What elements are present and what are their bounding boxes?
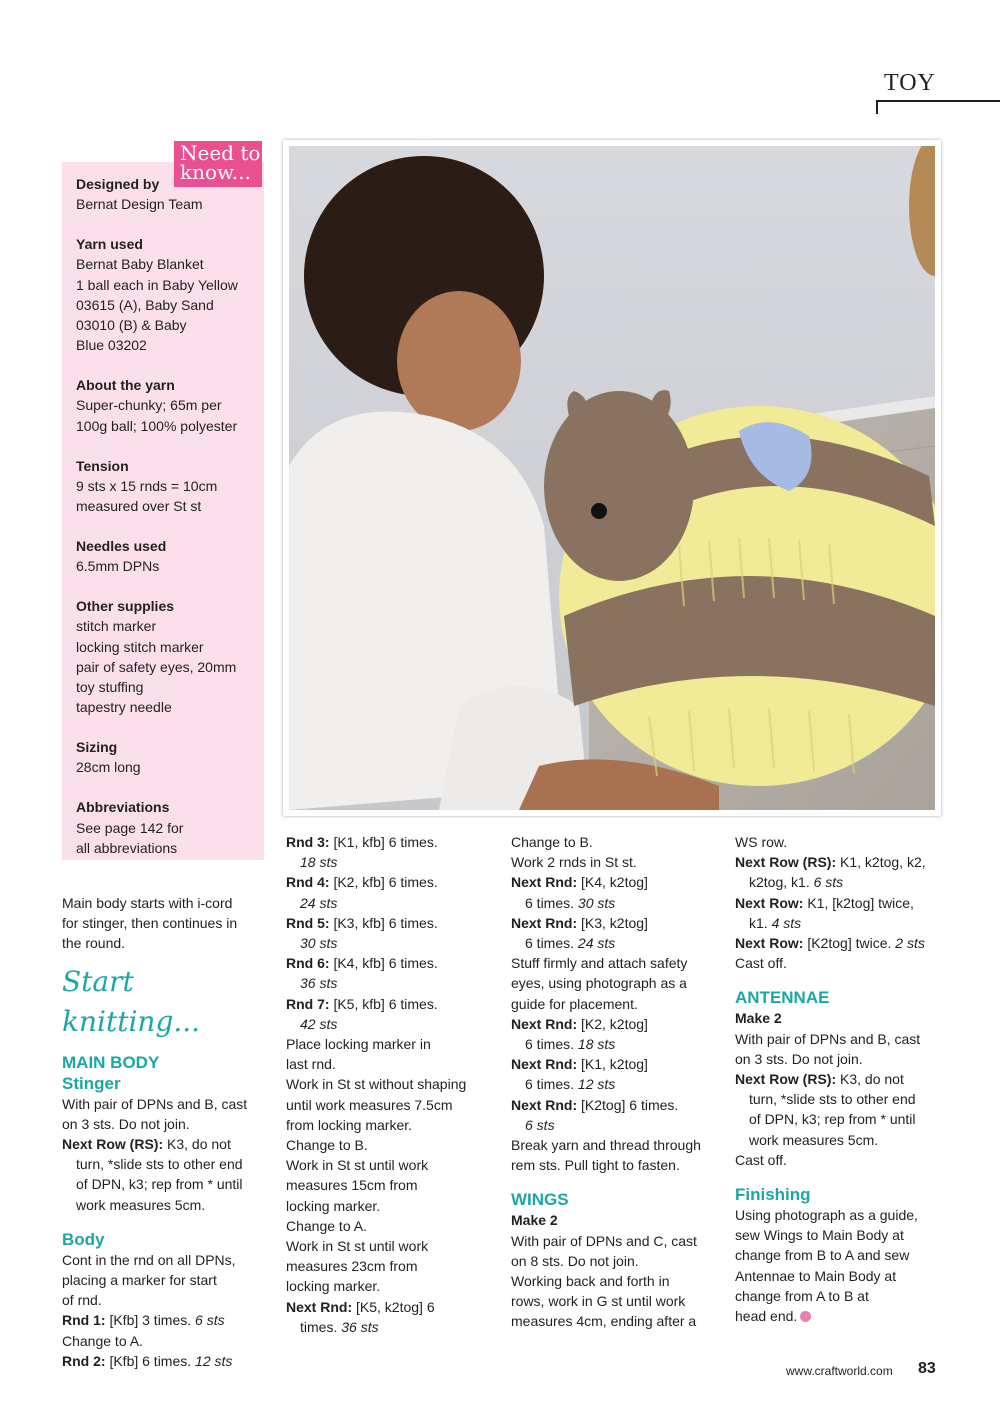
- instruction-text: times.: [300, 1318, 342, 1335]
- text-line: rows, work in G st until work: [511, 1293, 686, 1310]
- text-line: Work in St st until work: [286, 1238, 429, 1255]
- instruction-text: [K2, k2tog]: [577, 1015, 648, 1032]
- instruction-label: Next Row:: [735, 894, 804, 911]
- body-heading: Body: [62, 1229, 105, 1249]
- instruction-text: k1.: [749, 914, 772, 931]
- instruction-line: [62, 1351, 262, 1371]
- text-line: With pair of DPNs and C, cast: [511, 1232, 697, 1249]
- instruction-text: [K2tog] twice.: [803, 935, 896, 952]
- text-line: WS row.: [735, 834, 788, 850]
- text-line: rem sts. Pull tight to fasten.: [511, 1157, 680, 1174]
- instruction-label: Rnd 5:: [286, 914, 330, 931]
- stitch-count: 30 sts: [577, 894, 616, 911]
- instruction-text: [K1, k2tog]: [577, 1056, 648, 1073]
- text-line: With pair of DPNs and B, cast: [62, 1095, 248, 1112]
- text-line: of DPN, k3; rep from * until: [76, 1176, 243, 1193]
- stitch-count: 36 sts: [341, 1318, 379, 1335]
- sidebar-item-line: measured over St st: [76, 498, 202, 515]
- instruction-text: K1, k2tog, k2,: [836, 854, 926, 871]
- text-line: on 8 sts. Do not join.: [511, 1252, 639, 1269]
- sidebar-item-supplies: [76, 596, 262, 717]
- instruction-text: [K2tog] 6 times.: [577, 1096, 679, 1113]
- instruction-label: Next Rnd:: [286, 1298, 353, 1315]
- stitch-count: 12 sts: [195, 1352, 233, 1369]
- stitch-count: 6 sts: [525, 1116, 555, 1133]
- sidebar-item-tension: [76, 456, 262, 517]
- sidebar-item-about-yarn: [76, 375, 262, 436]
- sidebar-item-sizing: [76, 737, 262, 777]
- stitch-count: 6 sts: [813, 874, 844, 891]
- intro-line: for stinger, then continues in: [62, 915, 238, 932]
- text-line: sew Wings to Main Body at: [735, 1227, 904, 1244]
- instruction-label: Rnd 1:: [62, 1312, 106, 1329]
- column-4: [735, 832, 935, 1326]
- text-line: work measures 5cm.: [76, 1196, 206, 1213]
- instruction-text: [K1, kfb] 6 times.: [329, 834, 438, 850]
- text-line: work measures 5cm.: [749, 1131, 879, 1148]
- text-line: eyes, using photograph as a: [511, 975, 687, 992]
- text-line: With pair of DPNs and B, cast: [735, 1030, 921, 1047]
- text-line: Change to B.: [511, 834, 593, 850]
- column-2: [286, 832, 486, 1337]
- stitch-count: 36 sts: [300, 975, 338, 992]
- text-line: measures 15cm from: [286, 1177, 418, 1194]
- sidebar-item-line: Blue 03202: [76, 337, 147, 354]
- text-line: Change to A.: [62, 1332, 143, 1349]
- text-line: measures 4cm, ending after a: [511, 1313, 697, 1330]
- stitch-count: 2 sts: [895, 935, 925, 952]
- instruction-label: Next Rnd:: [511, 1015, 578, 1032]
- footer-url: www.craftworld.com: [786, 1364, 893, 1378]
- text-line: Work in St st until work: [286, 1157, 429, 1174]
- make-count: Make 2: [735, 1010, 782, 1027]
- text-line: until work measures 7.5cm: [286, 1096, 453, 1113]
- instruction-text: K1, [k2tog] twice,: [803, 894, 914, 911]
- text-line: last rnd.: [286, 1056, 336, 1073]
- sidebar-item-line: 1 ball each in Baby Yellow: [76, 276, 238, 293]
- text-line: Change to B.: [286, 1137, 368, 1154]
- text-line: Place locking marker in: [286, 1036, 431, 1053]
- sidebar-item-line: locking stitch marker: [76, 638, 204, 655]
- section-tag: [876, 70, 1000, 104]
- text-line: from locking marker.: [286, 1116, 413, 1133]
- instruction-text: 6 times.: [525, 894, 578, 911]
- sidebar-item-title: Abbreviations: [76, 799, 170, 816]
- sidebar-item-title: Designed by: [76, 176, 160, 192]
- finishing-heading: Finishing: [735, 1185, 811, 1205]
- sidebar-item-line: 6.5mm DPNs: [76, 558, 160, 575]
- intro-line: Main body starts with i-cord: [62, 895, 233, 911]
- instruction-line: [62, 1134, 262, 1154]
- instruction-text: k2tog, k1.: [749, 874, 814, 891]
- sidebar-item-title: Needles used: [76, 538, 167, 555]
- sidebar-item-designer: [76, 174, 262, 214]
- text-line: Cont in the rnd on all DPNs,: [62, 1251, 236, 1268]
- instruction-text: 6 times.: [525, 1076, 578, 1093]
- start-knitting-heading: Start knitting...: [62, 964, 201, 1038]
- stitch-count: 24 sts: [577, 935, 616, 952]
- text-line: turn, *slide sts to other end: [749, 1091, 916, 1108]
- text-line: of rnd.: [62, 1292, 102, 1309]
- stitch-count: 24 sts: [300, 894, 338, 911]
- instruction-text: [K5, kfb] 6 times.: [329, 995, 438, 1012]
- stitch-count: 30 sts: [300, 935, 338, 952]
- instruction-label: Rnd 7:: [286, 995, 330, 1012]
- sidebar-item-line: Bernat Baby Blanket: [76, 256, 204, 273]
- face: [397, 291, 521, 431]
- text-line: placing a marker for start: [62, 1272, 217, 1289]
- column-3: [511, 832, 711, 1332]
- antennae-heading: ANTENNAE: [735, 988, 830, 1008]
- text-line: on 3 sts. Do not join.: [735, 1050, 863, 1067]
- sidebar-item-line: 100g ball; 100% polyester: [76, 417, 238, 434]
- hero-photo: [283, 140, 941, 816]
- sidebar-item-needles: [76, 536, 262, 576]
- sidebar-item-line: 28cm long: [76, 759, 141, 776]
- text-line: Working back and forth in: [511, 1273, 670, 1290]
- instruction-label: Next Rnd:: [511, 914, 578, 931]
- text-line: change from B to A and sew: [735, 1247, 910, 1264]
- instruction-text: K3, do not: [163, 1136, 231, 1153]
- sidebar-item-abbreviations: [76, 797, 262, 858]
- safety-eye: [591, 503, 607, 519]
- sidebar-item-line: 03615 (A), Baby Sand: [76, 296, 214, 313]
- text-line: on 3 sts. Do not join.: [62, 1115, 190, 1132]
- instruction-label: Next Row (RS):: [62, 1136, 164, 1153]
- sidebar-item-line: Bernat Design Team: [76, 196, 203, 213]
- instruction-text: [K2, kfb] 6 times.: [329, 874, 438, 891]
- text-line: Cast off.: [735, 955, 787, 972]
- text-line: Break yarn and thread through: [511, 1137, 701, 1154]
- instruction-label: Rnd 4:: [286, 874, 330, 891]
- text-line: change from A to B at: [735, 1287, 869, 1304]
- sidebar-item-line: 9 sts x 15 rnds = 10cm: [76, 477, 218, 494]
- sidebar-item-line: stitch marker: [76, 618, 157, 635]
- sidebar-item-line: 03010 (B) & Baby: [76, 317, 187, 334]
- instruction-line: [62, 1310, 262, 1330]
- sidebar-item-line: tapestry needle: [76, 699, 172, 716]
- sidebar-item-line: all abbreviations: [76, 839, 178, 856]
- text-line: Work in St st without shaping: [286, 1076, 467, 1093]
- instruction-text: [K3, k2tog]: [577, 914, 648, 931]
- yarn-ball-end-icon: [800, 1311, 811, 1322]
- instruction-label: Next Rnd:: [511, 1056, 578, 1073]
- instruction-label: Next Rnd:: [511, 874, 578, 891]
- instruction-label: Next Rnd:: [511, 1096, 578, 1113]
- make-count: Make 2: [511, 1212, 558, 1229]
- instruction-text: [Kfb] 6 times.: [105, 1352, 196, 1369]
- main-body-heading: MAIN BODY: [62, 1052, 160, 1072]
- need-to-know-badge: Need to know...: [174, 141, 262, 187]
- bee-head: [544, 391, 694, 581]
- page-number: 83: [918, 1360, 936, 1377]
- text-line: of DPN, k3; rep from * until: [749, 1111, 916, 1128]
- section-tag-label: TOY: [884, 70, 936, 96]
- instruction-text: 6 times.: [525, 1036, 578, 1053]
- instruction-text: [Kfb] 3 times.: [105, 1312, 196, 1329]
- instruction-label: Rnd 6:: [286, 955, 330, 972]
- instruction-label: Rnd 2:: [62, 1352, 106, 1369]
- sidebar-item-line: pair of safety eyes, 20mm: [76, 658, 237, 675]
- text-line: Cast off.: [735, 1151, 787, 1168]
- instruction-label: Next Row:: [735, 935, 804, 952]
- stitch-count: 12 sts: [577, 1076, 616, 1093]
- intro-line: the round.: [62, 935, 126, 952]
- sidebar-item-title: Sizing: [76, 739, 118, 756]
- text-line: head end.: [735, 1308, 798, 1325]
- text-line: Antennae to Main Body at: [735, 1267, 897, 1284]
- sidebar-item-yarn: [76, 234, 262, 355]
- stitch-count: 18 sts: [300, 854, 338, 871]
- instruction-text: [K3, kfb] 6 times.: [329, 914, 438, 931]
- text-line: guide for placement.: [511, 995, 638, 1012]
- text-line: Work 2 rnds in St st.: [511, 854, 637, 871]
- text-line: Stuff firmly and attach safety: [511, 955, 688, 972]
- section-tag-rule: [876, 100, 1000, 102]
- text-line: measures 23cm from: [286, 1258, 418, 1275]
- instruction-text: [K4, kfb] 6 times.: [329, 955, 438, 972]
- stinger-heading: Stinger: [62, 1073, 121, 1093]
- text-line: locking marker.: [286, 1278, 381, 1295]
- sidebar-item-line: toy stuffing: [76, 679, 144, 696]
- sidebar-item-line: Super-chunky; 65m per: [76, 397, 222, 414]
- instruction-text: 6 times.: [525, 935, 578, 952]
- stitch-count: 4 sts: [771, 914, 802, 931]
- text-line: turn, *slide sts to other end: [76, 1156, 243, 1173]
- sidebar-item-title: Other supplies: [76, 598, 175, 615]
- stitch-count: 18 sts: [577, 1036, 616, 1053]
- sidebar-item-title: Tension: [76, 457, 129, 474]
- instruction-text: [K4, k2tog]: [577, 874, 648, 891]
- instruction-label: Rnd 3:: [286, 834, 330, 850]
- text-line: Using photograph as a guide,: [735, 1207, 918, 1224]
- section-tag-rule-tick: [876, 100, 878, 114]
- sidebar-item-line: See page 142 for: [76, 819, 184, 836]
- instruction-text: [K5, k2tog] 6: [352, 1298, 435, 1315]
- wings-heading: WINGS: [511, 1190, 569, 1210]
- instruction-text: K3, do not: [836, 1071, 904, 1088]
- column-1: [62, 893, 262, 1371]
- stitch-count: 6 sts: [195, 1312, 225, 1329]
- text-line: Change to A.: [286, 1217, 367, 1234]
- need-to-know-list: [76, 174, 262, 878]
- instruction-label: Next Row (RS):: [735, 1071, 837, 1088]
- instruction-label: Next Row (RS):: [735, 854, 837, 871]
- stitch-count: 42 sts: [300, 1015, 338, 1032]
- child-with-bee-toy-illustration: [289, 146, 935, 810]
- text-line: locking marker.: [286, 1197, 381, 1214]
- sidebar-item-title: Yarn used: [76, 236, 143, 253]
- sidebar-item-title: About the yarn: [76, 377, 175, 394]
